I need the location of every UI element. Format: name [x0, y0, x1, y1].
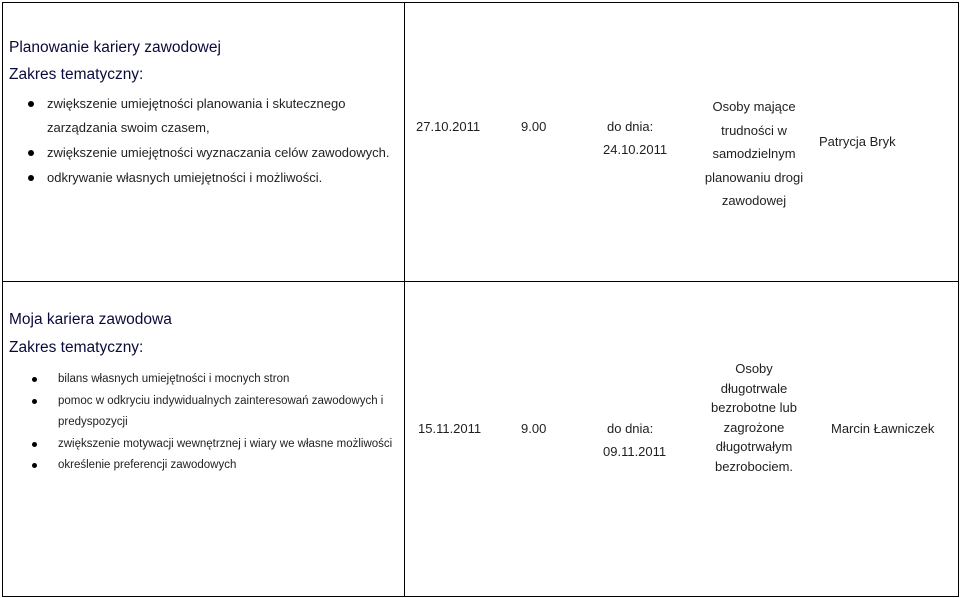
list-item: zwiększenie umiejętności planowania i skutecznego zarządzania swoim czasem,	[28, 92, 408, 140]
date-start: 15.11.2011	[418, 421, 482, 436]
list-item: bilans własnych umiejętności i mocnych stron	[32, 369, 402, 391]
target-group	[690, 95, 818, 213]
date-start: 27.10.2011	[416, 119, 481, 134]
do-dnia-label: do dnia:	[607, 421, 654, 436]
target-line: długotrwałym	[715, 439, 793, 454]
table-border-row	[2, 281, 959, 282]
zakres-label: Zakres tematyczny:	[9, 339, 144, 356]
date-end: 09.11.2011	[603, 444, 667, 459]
course-title: Planowanie kariery zawodowej	[9, 39, 221, 56]
target-line: trudności w	[721, 122, 787, 138]
target-group	[690, 359, 818, 476]
list-item: odkrywanie własnych umiejętności i możliwości.	[28, 166, 408, 190]
zakres-label: Zakres tematyczny:	[9, 66, 144, 83]
topic-list	[32, 369, 402, 477]
trainer-name: Marcin Ławniczek	[831, 421, 935, 436]
target-line: zawodowej	[721, 193, 787, 208]
course-title: Moja kariera zawodowa	[9, 311, 172, 328]
target-line: planowaniu drogi	[704, 169, 804, 185]
target-line: Osoby	[735, 361, 773, 376]
table-border-right	[958, 2, 959, 597]
topic-list	[28, 92, 408, 191]
start-time: 9.00	[521, 421, 547, 436]
list-item: pomoc w odkryciu indywidualnych zainteresowań zawodowych i predyspozycji	[32, 391, 402, 434]
do-dnia-label: do dnia:	[607, 119, 654, 134]
trainer-name: Patrycja Bryk	[819, 134, 896, 149]
date-end: 24.10.2011	[603, 142, 668, 157]
list-item: określenie preferencji zawodowych	[32, 455, 402, 477]
list-item: zwiększenie motywacji wewnętrznej i wiary we własne możliwości	[32, 434, 402, 456]
target-line: samodzielnym	[712, 146, 796, 161]
table-border-top	[2, 2, 959, 3]
table-border-left	[2, 2, 3, 597]
list-item: zwiększenie umiejętności wyznaczania celów zawodowych.	[28, 141, 408, 165]
target-line: długotrwale	[720, 380, 788, 396]
table-border-bottom	[2, 596, 959, 597]
target-line: bezrobociem.	[714, 458, 794, 474]
target-line: zagrożone	[723, 419, 785, 435]
target-line: bezrobotne lub	[710, 400, 797, 415]
target-line: Osoby mające	[712, 99, 796, 114]
start-time: 9.00	[521, 119, 547, 134]
